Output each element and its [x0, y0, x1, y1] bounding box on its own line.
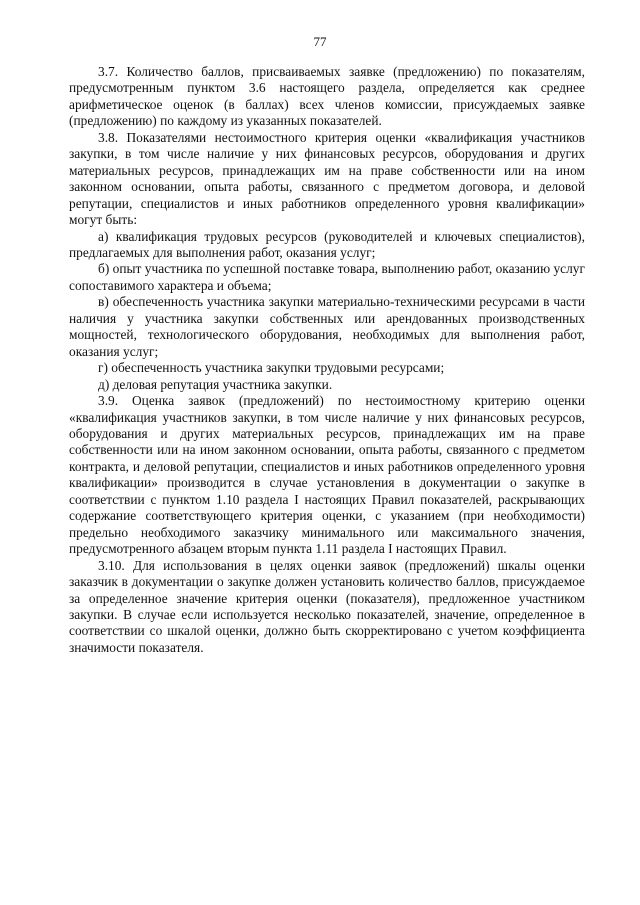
document-body [69, 64, 585, 656]
page-number: 77 [313, 34, 327, 49]
paragraph-3-10: 3.10. Для использования в целях оценки заявок (предложений) шкалы оценки заказчик в документации о закупке должен установить количество баллов, присуждаемое за определенное значение критерия оценки (показателя), предложенное участником закупки. В случае если используется несколько показателей, значение, определенное в соответствии со шкалой оценки, должно быть скорректировано с учетом коэффициента значимости показателя. [69, 557, 585, 655]
list-item-v: в) обеспеченность участника закупки материально-техническими ресурсами в части наличия у участника закупки собственных или арендованных производственных мощностей, технологического оборудования, необходимых для выполнения работ, оказания услуг; [69, 294, 585, 359]
paragraph-3-7: 3.7. Количество баллов, присваиваемых заявке (предложению) по показателям, предусмотренным пунктом 3.6 настоящего раздела, определяется как среднее арифметическое оценок (в баллах) всех членов комиссии, присуждаемых заявке (предложению) по каждому из указанных показателей. [69, 64, 585, 129]
paragraph-3-9: 3.9. Оценка заявок (предложений) по нестоимостному критерию оценки «квалификация участников закупки, в том числе наличие у них финансовых ресурсов, оборудования и других материальных ресурсов, принадлежащих им на праве собственности или на ином законном основании, опыта работы, связанного с предметом контракта, и деловой репутации, специалистов и иных работников определенного уровня квалификации» производится в случае установления в документации о закупке в соответствии с пунктом 1.10 раздела I настоящих Правил показателей, раскрывающих содержание соответствующего критерия оценки, с указанием (при необходимости) предельно необходимого заказчику минимального или максимального значения, предусмотренного абзацем вторым пункта 1.11 раздела I настоящих Правил. [69, 393, 585, 557]
list-item-g: г) обеспеченность участника закупки трудовыми ресурсами; [98, 360, 445, 376]
list-item-b: б) опыт участника по успешной поставке товара, выполнению работ, оказанию услуг сопоставимого характера и объема; [69, 261, 585, 293]
list-item-a: а) квалификация трудовых ресурсов (руководителей и ключевых специалистов), предлагаемых для выполнения работ, оказания услуг; [69, 228, 585, 260]
list-item-d: д) деловая репутация участника закупки. [98, 376, 333, 392]
paragraph-3-8: 3.8. Показателями нестоимостного критерия оценки «квалификация участников закупки, в том числе наличие у них финансовых ресурсов, оборудования и других материальных ресурсов, принадлежащих им на праве собственности или на ином законном основании, опыта работы, связанного с предметом договора, и деловой репутации, специалистов и иных работников определенного уровня квалификации» могут быть: [69, 129, 585, 228]
